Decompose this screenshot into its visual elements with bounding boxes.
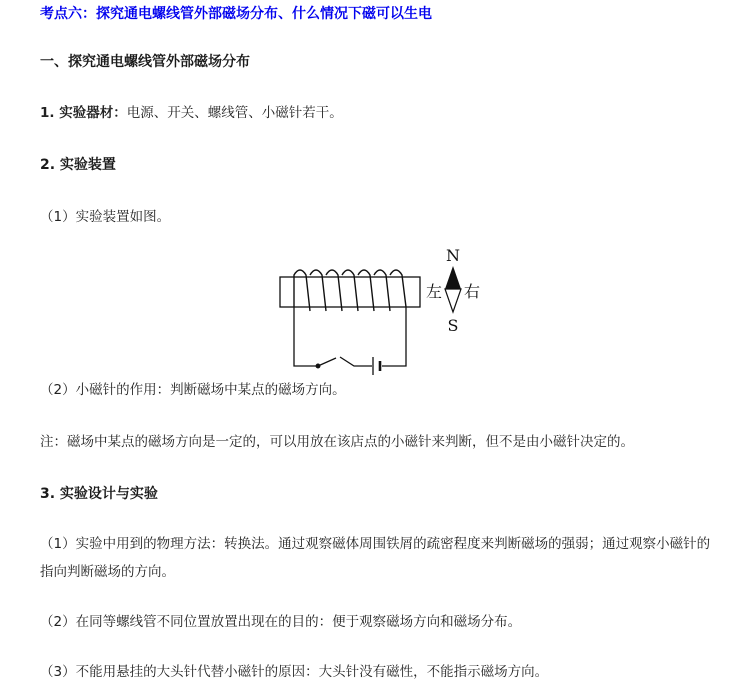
solenoid-diagram [270, 245, 500, 375]
solenoid-core [280, 277, 420, 307]
left-label: 左 [425, 282, 442, 301]
right-label: 右 [464, 282, 481, 301]
equipment-line [40, 103, 343, 123]
section-heading: 一、探究通电螺线管外部磁场分布 [40, 54, 250, 70]
equipment-text: 电源、开关、螺线管、小磁针若干。 [126, 105, 343, 121]
page-title: 考点六：探究通电螺线管外部磁场分布、什么情况下磁可以生电 [40, 6, 432, 22]
north-label: N [446, 246, 460, 265]
switch-icon [316, 358, 336, 368]
battery-icon [373, 357, 380, 375]
needle-role: （2）小磁针的作用：判断磁场中某点的磁场方向。 [40, 382, 346, 398]
design-heading: 3. 实验设计与实验 [40, 486, 158, 502]
south-label: S [447, 316, 459, 335]
design-item: （3）不能用悬挂的大头针代替小磁针的原因：大头针没有磁性，不能指示磁场方向。 [40, 664, 549, 680]
circuit-wires [294, 307, 406, 366]
design-item: （2）在同等螺线管不同位置放置出现在的目的：便于观察磁场方向和磁场分布。 [40, 614, 522, 630]
compass-needle-icon [445, 266, 461, 312]
device-heading: 2. 实验装置 [40, 157, 116, 173]
equipment-label: 1. 实验器材： [40, 105, 127, 121]
design-item: （1）实验中用到的物理方法：转换法。通过观察磁体周围铁屑的疏密程度来判断磁场的强弱；通过观察小磁针的指向判断磁场的方向。 [40, 536, 711, 580]
device-note: （1）实验装置如图。 [40, 209, 171, 225]
note: 注：磁场中某点的磁场方向是一定的，可以用放在该店点的小磁针来判断，但不是由小磁针决定的。 [40, 434, 634, 450]
